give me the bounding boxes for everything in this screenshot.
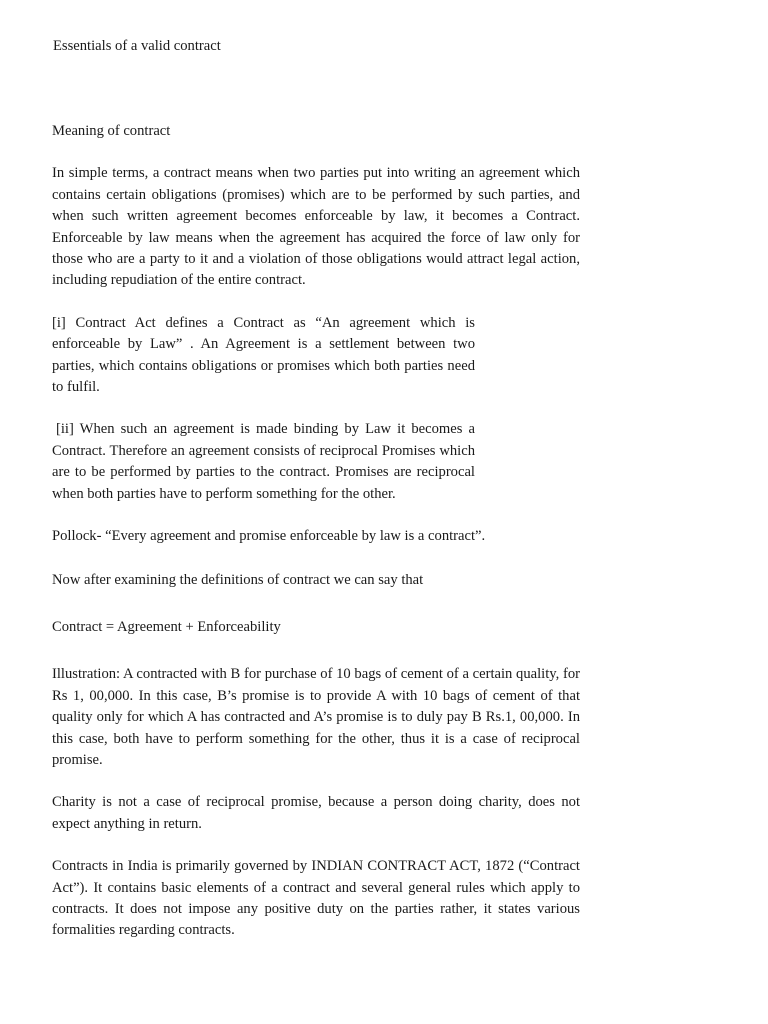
document-page [52, 36, 580, 942]
section-heading: Meaning of contract [52, 123, 171, 139]
illustration-paragraph: Illustration: A contracted with B for purchase of 10 bags of cement of a certain quality, for Rs 1, 00,000. In this case, B’s promise is to provide A with 10 bags of cement of that quality only for which A has contracted and A’s promise is to duly pay B Rs.1, 00,000. In this case, both have to perform something for the other, thus it is a case of reciprocal promise. [52, 666, 580, 768]
pollock-definition: Pollock- “Every agreement and promise enforceable by law is a contract”. [52, 528, 486, 545]
contract-formula: Contract = Agreement + Enforceability [52, 618, 281, 635]
definition-point-i: [i] Contract Act defines a Contract as “An agreement which is enforceable by Law” . An Agreement is a settlement between two parties, which contains obligations or promises which both parties need to fulfil. [52, 314, 475, 396]
definition-point-ii: [ii] When such an agreement is made binding by Law it becomes a Contract. Therefore an agreement consists of reciprocal Promises which are to be performed by parties to the contract. Promises are reciprocal when both parties have to perform something for the other. [52, 421, 475, 502]
intro-paragraph: In simple terms, a contract means when two parties put into writing an agreement which contains certain obligations (promises) which are to be performed by such parties, and when such written agreement becomes enforceable by law, it becomes a Contract. Enforceable by law means when the agreement has acquired the force of law only for those who are a party to it and a violation of those obligations would attract legal action, including repudiation of the entire contract. [52, 165, 580, 289]
transition-paragraph: Now after examining the definitions of contract we can say that [52, 571, 424, 588]
charity-paragraph: Charity is not a case of reciprocal promise, because a person doing charity, does not expect anything in return. [52, 794, 580, 832]
document-title: Essentials of a valid contract [53, 38, 221, 54]
contract-act-paragraph: Contracts in India is primarily governed by INDIAN CONTRACT ACT, 1872 (“Contract Act”). It contains basic elements of a contract and several general rules which apply to contracts. It does not impose any positive duty on the parties rather, it states various formalities regarding contracts. [52, 858, 580, 939]
